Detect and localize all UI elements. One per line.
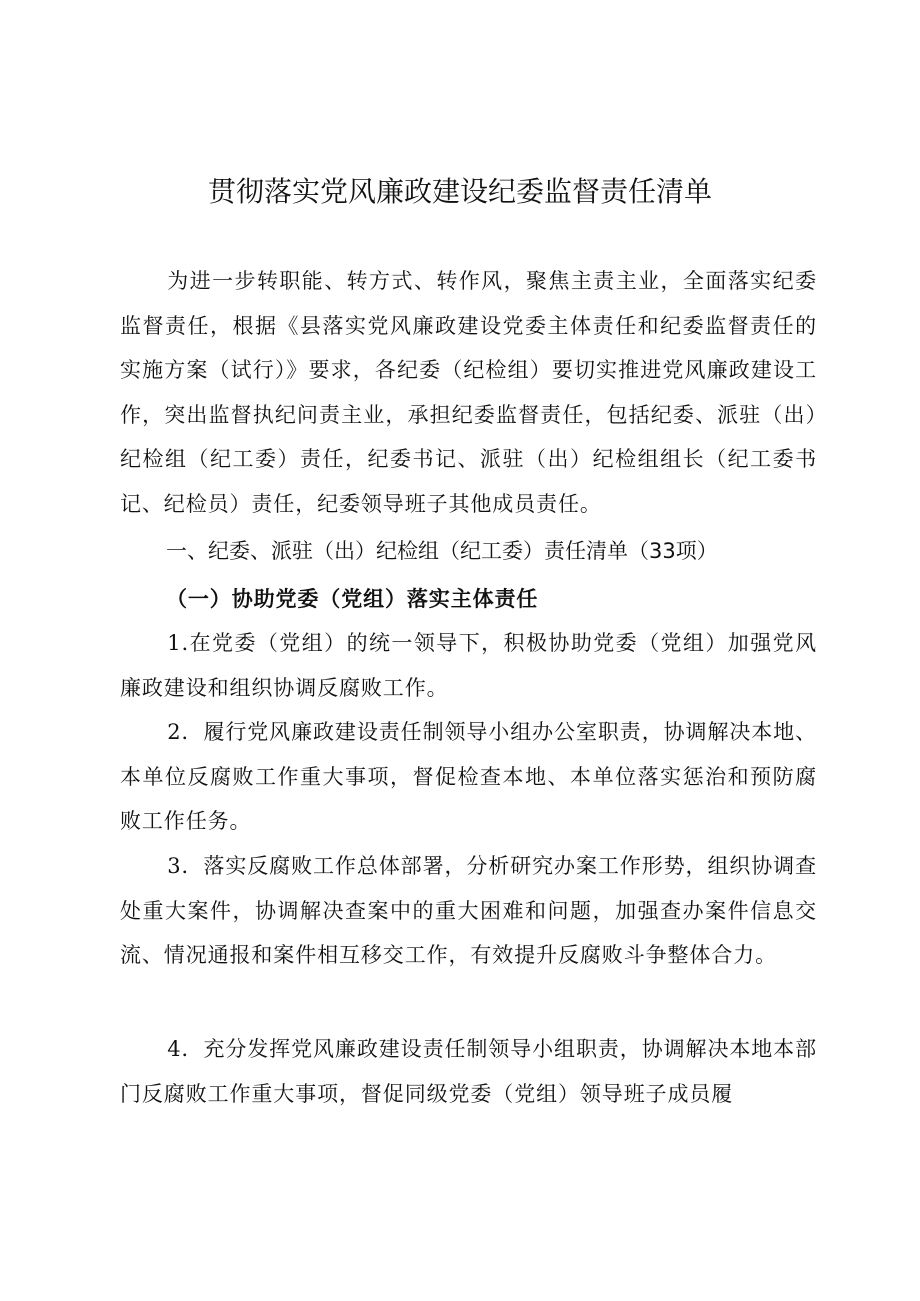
section-heading: 一、纪委、派驻（出）纪检组（纪工委）责任清单（33项）: [166, 539, 718, 563]
intro-paragraph: 为进一步转职能、转方式、转作风，聚焦主责主业，全面落实纪委监督责任，根据《县落实党风廉政建设党委主体责任和纪委监督责任的实施方案（试行）》要求，各纪委（纪检组）要切实推进党风廉政建设工作，突出监督执纪问责主业，承担纪委监督责任，包括纪委、派驻（出）纪检组（纪工委）责任，纪委书记、派驻（出）纪检组组长（纪工委书记、纪检员）责任，纪委领导班子其他成员责任。: [120, 269, 817, 516]
document-title: 贯彻落实党风廉政建设纪委监督责任清单: [207, 175, 712, 208]
list-item: 3．落实反腐败工作总体部署，分析研究办案工作形势，组织协调查处重大案件，协调解决查案中的重大困难和问题，加强查办案件信息交流、情况通报和案件相互移交工作，有效提升反腐败斗争整体合力。: [120, 854, 817, 968]
list-item: 2．履行党风廉政建设责任制领导小组办公室职责，协调解决本地、本单位反腐败工作重大事项，督促检查本地、本单位落实惩治和预防腐败工作任务。: [120, 720, 817, 834]
list-item: 1.在党委（党组）的统一领导下，积极协助党委（党组）加强党风廉政建设和组织协调反腐败工作。: [120, 631, 817, 700]
list-item: 4．充分发挥党风廉政建设责任制领导小组职责，协调解决本地本部门反腐败工作重大事项，督促同级党委（党组）领导班子成员履: [120, 1037, 817, 1106]
subsection-heading: （一）协助党委（党组）落实主体责任: [166, 587, 539, 611]
